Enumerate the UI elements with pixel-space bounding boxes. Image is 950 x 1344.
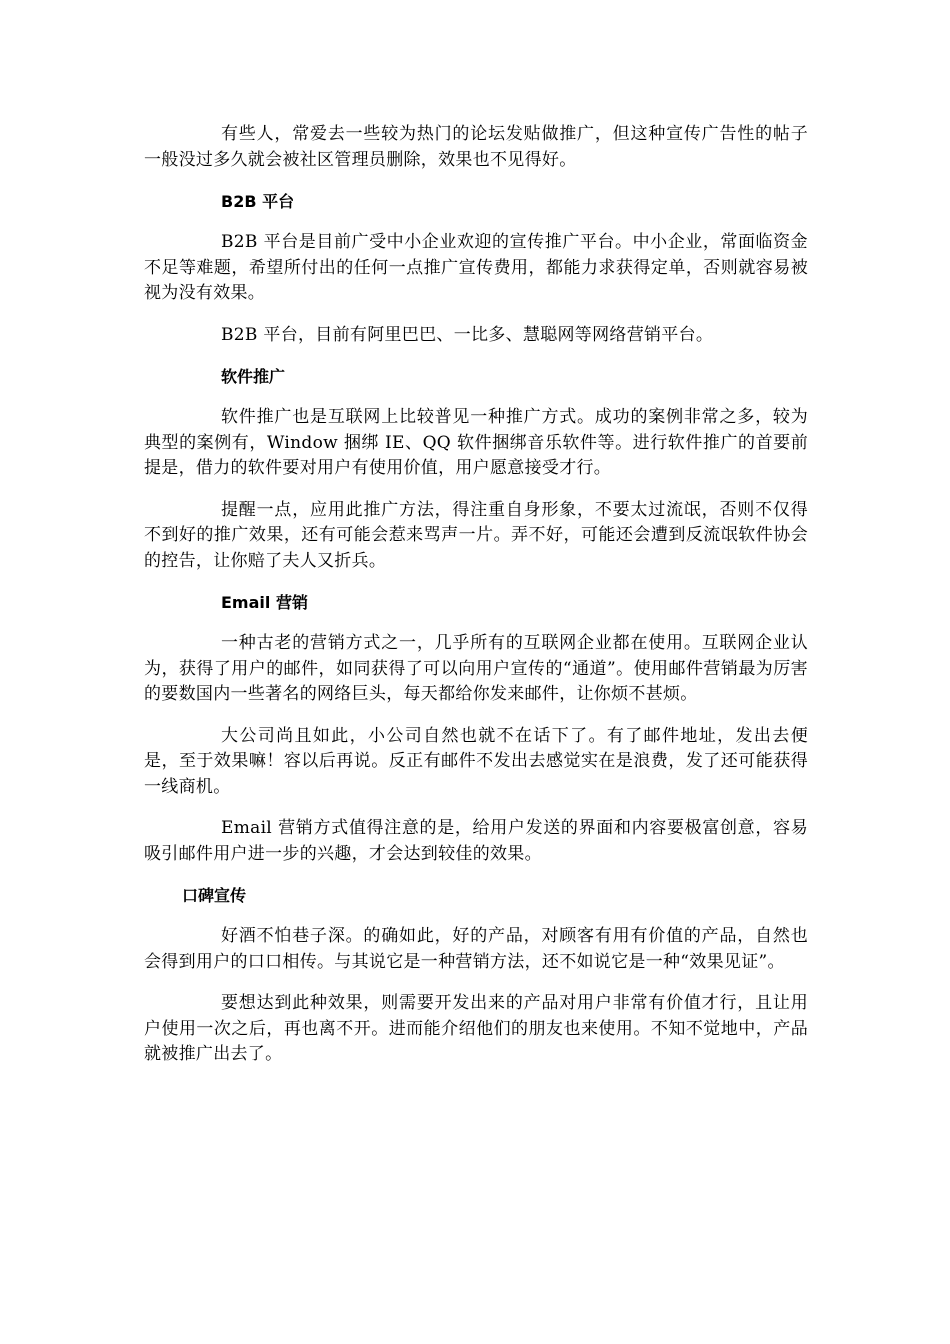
paragraph-software-warning: 提醒一点，应用此推广方法，得注重自身形象，不要太过流氓，否则不仅得不到好的推广效果，还有可能会惹来骂声一片。弄不好，可能还会遭到反流氓软件协会的控告，让你赔了夫人又折兵。 (144, 499, 808, 571)
paragraph-email-small-company: 大公司尚且如此，小公司自然也就不在话下了。有了邮件地址，发出去便是，至于效果嘛！容以后再说。反正有邮件不发出去感觉实在是浪费，发了还可能获得一线商机。 (144, 725, 808, 797)
heading-b2b-platform: B2B 平台 (221, 192, 295, 211)
paragraph-forum-posting: 有些人，常爱去一些较为热门的论坛发贴做推广，但这种宣传广告性的帖子一般没过多久就会被社区管理员删除，效果也不见得好。 (144, 124, 808, 170)
paragraph-word-of-mouth-effect: 要想达到此种效果，则需要开发出来的产品对用户非常有价值才行，且让用户使用一次之后，再也离不开。进而能介绍他们的朋友也来使用。不知不觉地中，产品就被推广出去了。 (144, 993, 808, 1064)
paragraph-email-intro: 一种古老的营销方式之一，几乎所有的互联网企业都在使用。互联网企业认为，获得了用户的邮件，如同获得了可以向用户宣传的“通道”。使用邮件营销最为厉害的要数国内一些著名的网络巨头，每天都给你发来邮件，让你烦不甚烦。 (144, 633, 808, 704)
paragraph-b2b-intro: B2B 平台是目前广受中小企业欢迎的宣传推广平台。中小企业，常面临资金不足等难题，希望所付出的任何一点推广宣传费用，都能力求获得定单，否则就容易被视为没有效果。 (144, 232, 808, 303)
document-page (144, 122, 808, 1084)
heading-word-of-mouth: 口碑宣传 (182, 886, 247, 905)
paragraph-email-tips: Email 营销方式值得注意的是，给用户发送的界面和内容要极富创意，容易吸引邮件用户进一步的兴趣，才会达到较佳的效果。 (144, 818, 808, 864)
heading-email-marketing: Email 营销 (221, 593, 308, 612)
paragraph-software-intro: 软件推广也是互联网上比较普见一种推广方式。成功的案例非常之多，较为典型的案例有，Window 捆绑 IE、QQ 软件捆绑音乐软件等。进行软件推广的首要前提是，借力的软件要对用户有使用价值，用户愿意接受才行。 (144, 407, 808, 478)
heading-software-promotion: 软件推广 (221, 367, 286, 386)
paragraph-b2b-examples: B2B 平台，目前有阿里巴巴、一比多、慧聪网等网络营销平台。 (221, 324, 714, 345)
paragraph-word-of-mouth-intro: 好酒不怕巷子深。的确如此，好的产品，对顾客有用有价值的产品，自然也会得到用户的口口相传。与其说它是一种营销方法，还不如说它是一种“效果见证”。 (144, 926, 808, 972)
